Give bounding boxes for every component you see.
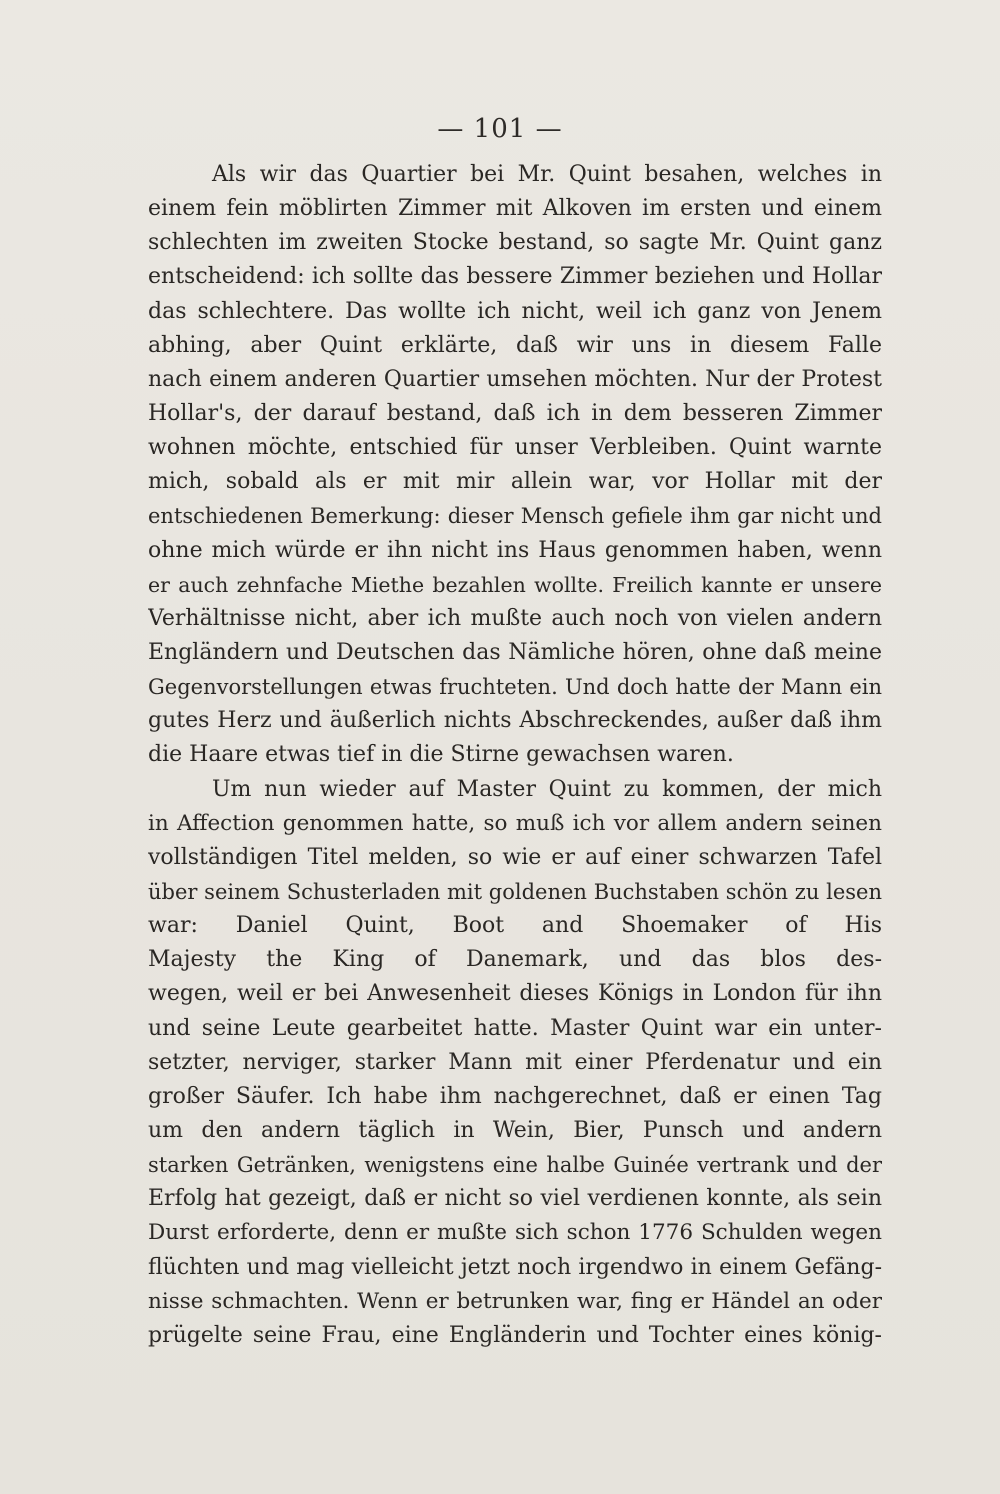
text-line: die Haare etwas tief in die Stirne gewachsen waren.: [148, 742, 734, 768]
text-line: Gegenvorstellungen etwas fruchteten. Und doch hatte der Mann ein: [148, 675, 882, 700]
text-line: Als wir das Quartier bei Mr. Quint besahen, welches in: [212, 162, 882, 187]
text-line: das schlechtere. Das wollte ich nicht, weil ich ganz von Jenem: [148, 298, 882, 324]
text-line: vollständigen Titel melden, so wie er auf einer schwarzen Tafel: [148, 844, 882, 870]
text-line: gutes Herz und äußerlich nichts Abschreckendes, außer daß ihm: [148, 708, 882, 734]
text-line: flüchten und mag vielleicht jetzt noch irgendwo in einem Gefäng-: [148, 1254, 882, 1280]
text-line: und seine Leute gearbeitet hatte. Master Quint war ein unter-: [148, 1015, 882, 1041]
text-line: Engländern und Deutschen das Nämliche hören, ohne daß meine: [148, 639, 882, 665]
text-line: war: Daniel Quint, Boot and Shoemaker of His: [148, 913, 882, 939]
text-line: in Affection genommen hatte, so muß ich vor allem andern seinen: [148, 810, 882, 836]
text-line: Majesty the King of Danemark, und das blos des-: [148, 947, 882, 973]
body-text: [148, 158, 882, 1353]
text-line: über seinem Schusterladen mit goldenen Buchstaben schön zu lesen: [148, 879, 882, 904]
text-line: nisse schmachten. Wenn er betrunken war, fing er Händel an oder: [148, 1288, 882, 1314]
text-line: Um nun wieder auf Master Quint zu kommen, der mich: [212, 776, 882, 802]
text-line: wohnen möchte, entschied für unser Verbleiben. Quint warnte: [148, 435, 882, 461]
text-line: ohne mich würde er ihn nicht ins Haus genommen haben, wenn: [148, 537, 882, 563]
text-line: entscheidend: ich sollte das bessere Zimmer beziehen und Hollar: [148, 264, 882, 290]
text-line: nach einem anderen Quartier umsehen möchten. Nur der Protest: [148, 366, 882, 392]
text-line: um den andern täglich in Wein, Bier, Punsch und andern: [148, 1117, 882, 1143]
text-line: Erfolg hat gezeigt, daß er nicht so viel verdienen konnte, als sein: [148, 1186, 882, 1212]
text-line: Hollar's, der darauf bestand, daß ich in dem besseren Zimmer: [148, 400, 882, 426]
text-line: er auch zehnfache Miethe bezahlen wollte. Freilich kannte er unsere: [148, 572, 882, 597]
text-line: schlechten im zweiten Stocke bestand, so sagte Mr. Quint ganz: [148, 230, 882, 256]
text-line: prügelte seine Frau, eine Engländerin und Tochter eines könig-: [148, 1322, 882, 1348]
page-number: — 101 —: [437, 114, 563, 144]
text-line: starken Getränken, wenigstens eine halbe Guinée vertrank und der: [148, 1153, 882, 1178]
text-line: entschiedenen Bemerkung: dieser Mensch gefiele ihm gar nicht und: [148, 504, 882, 529]
text-line: einem fein möblirten Zimmer mit Alkoven im ersten und einem: [148, 196, 882, 222]
text-line: mich, sobald als er mit mir allein war, vor Hollar mit der: [148, 469, 882, 495]
text-line: Verhältnisse nicht, aber ich mußte auch noch von vielen andern: [148, 605, 882, 631]
text-line: setzter, nerviger, starker Mann mit einer Pferdenatur und ein: [148, 1049, 882, 1075]
text-line: Durst erforderte, denn er mußte sich schon 1776 Schulden wegen: [148, 1220, 882, 1246]
text-line: abhing, aber Quint erklärte, daß wir uns in diesem Falle: [148, 332, 882, 358]
text-line: großer Säufer. Ich habe ihm nachgerechnet, daß er einen Tag: [148, 1083, 882, 1109]
text-line: wegen, weil er bei Anwesenheit dieses Königs in London für ihn: [148, 981, 882, 1007]
